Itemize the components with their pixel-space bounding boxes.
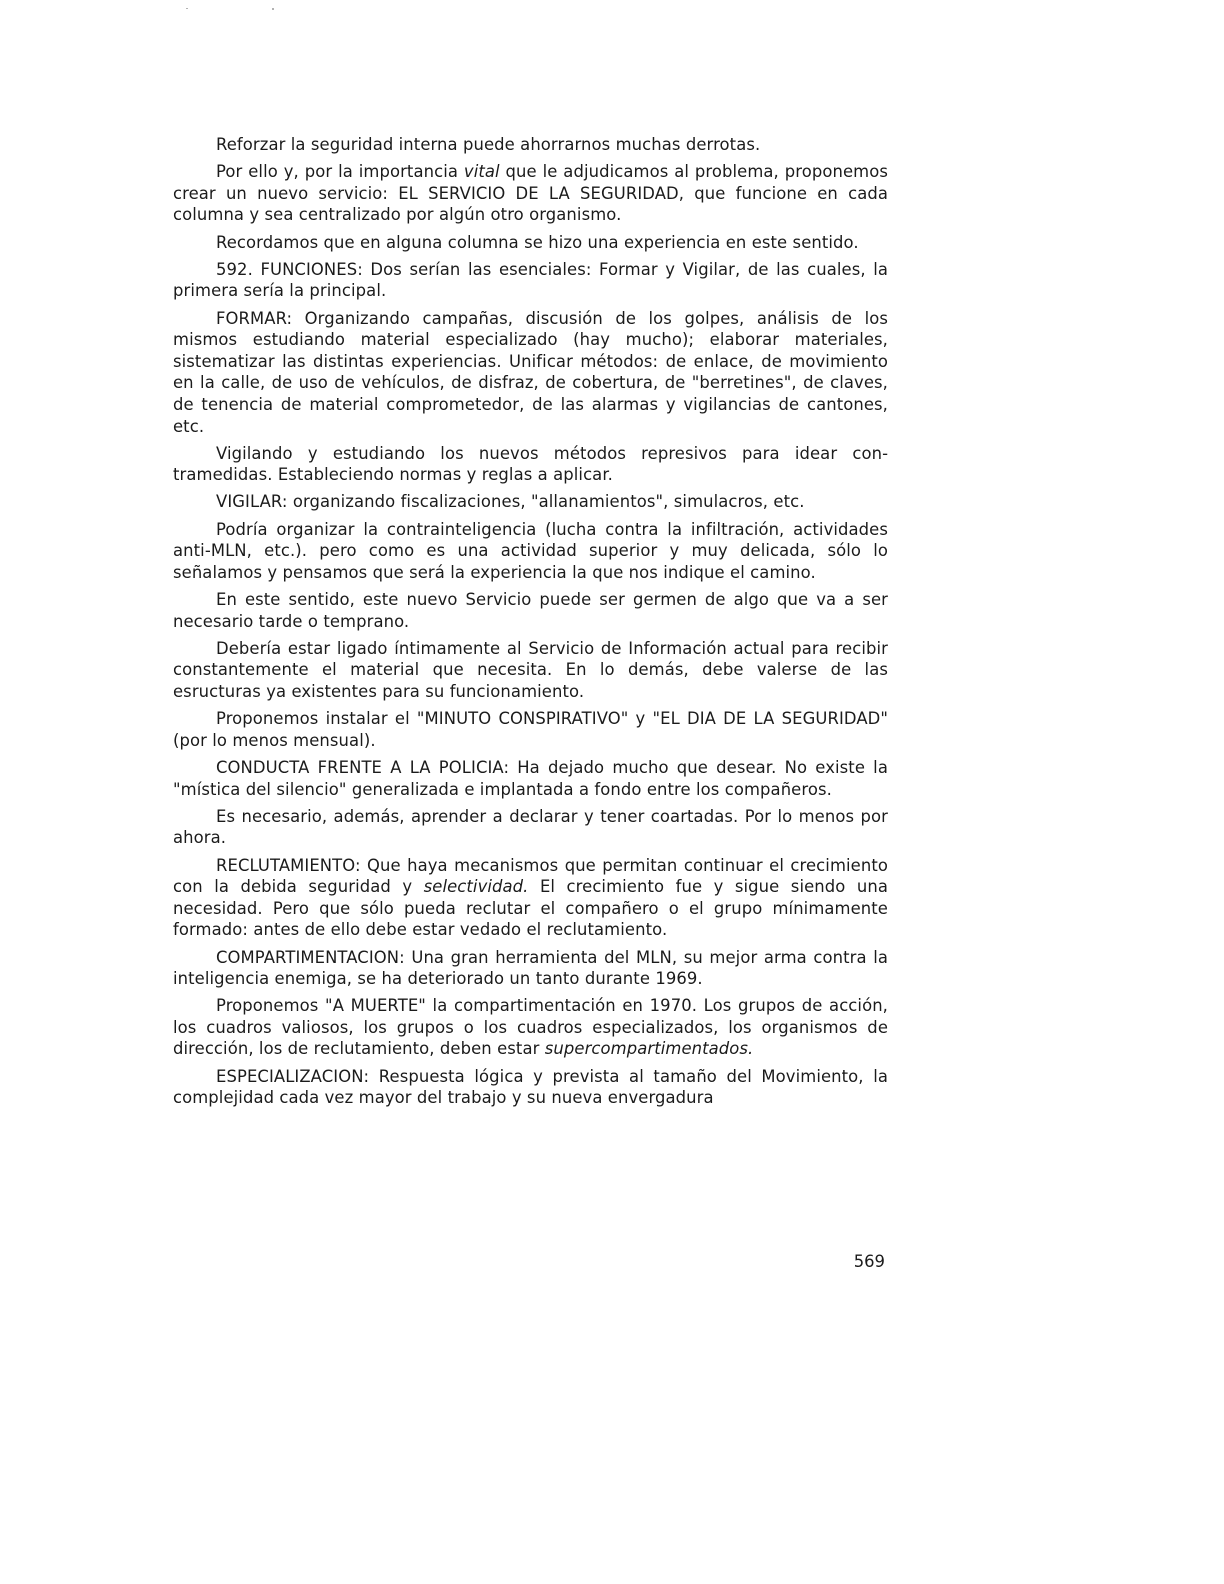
text-run: ESPECIALIZACION: Respuesta lógica y prevista al tamaño del Movimiento, la complejidad cada vez mayor del trabajo y su nueva envergadura bbox=[173, 1066, 888, 1108]
text-run: Proponemos "A MUERTE" la compartimentación en 1970. Los grupos de acción, los cuadros valiosos, los grupos o los cuadros especializados, los organismos de dirección, los de reclutamiento, deben estar bbox=[173, 996, 888, 1059]
paragraph bbox=[173, 995, 888, 1060]
italic-text: supercompartimentados. bbox=[544, 1039, 754, 1059]
text-run: VIGILAR: organizando fiscalizaciones, "allanamientos", simulacros, etc. bbox=[216, 492, 805, 512]
paragraph bbox=[173, 443, 888, 486]
italic-text: vital bbox=[463, 162, 500, 182]
paragraph bbox=[173, 308, 888, 438]
scan-speck bbox=[186, 8, 188, 9]
paragraph bbox=[173, 708, 888, 751]
text-run: Es necesario, además, aprender a declarar y tener coartadas. Por lo menos por ahora. bbox=[173, 806, 888, 848]
text-run: El crecimiento fue y sigue siendo una necesidad. Pero que sólo pueda reclutar el compañero o el grupo mínimamente formado: antes de ello debe estar vedado el reclutamiento. bbox=[173, 877, 888, 940]
page-number: 569 bbox=[853, 1252, 885, 1271]
text-run: Podría organizar la contrainteligencia (lucha contra la infiltración, actividades anti-MLN, etc.). pero como es una actividad superior y muy delicada, sólo lo señalamos y pensamos que será la experiencia la que nos indique el camino. bbox=[173, 519, 888, 582]
paragraph bbox=[173, 806, 888, 849]
paragraph bbox=[173, 638, 888, 703]
paragraph bbox=[173, 491, 888, 513]
text-run: En este sentido, este nuevo Servicio puede ser germen de algo que va a ser necesario tarde o temprano. bbox=[173, 590, 888, 631]
text-run: que le adjudicamos al problema, proponemos crear un nuevo servicio: EL SERVICIO DE LA SEGURIDAD, que funcione en cada columna y sea centralizado por algún otro organismo. bbox=[173, 162, 888, 225]
paragraph bbox=[173, 519, 888, 584]
paragraph bbox=[173, 589, 888, 632]
text-run: CONDUCTA FRENTE A LA POLICIA: Ha dejado mucho que desear. No existe la "mística del silencio" generalizada e implantada a fondo entre los compañeros. bbox=[173, 757, 888, 799]
paragraph bbox=[173, 1066, 888, 1109]
paragraph bbox=[173, 161, 888, 226]
text-run: Reforzar la seguridad interna puede ahorrarnos muchas derrotas. bbox=[216, 135, 761, 154]
italic-text: selectividad. bbox=[423, 877, 529, 897]
text-run: FORMAR: Organizando campañas, discusión de los golpes, análisis de los mismos estudiando material especializado (hay mucho); elaborar materiales, sistematizar las distintas experiencias. Unificar métodos: de enlace, de movimiento en la calle, de uso de vehículos, de disfraz, de cobertura, de "berretines", de claves, de tenencia de material comprometedor, de las alarmas y vigilancias de cantones, etc. bbox=[173, 308, 888, 436]
text-run: COMPARTIMENTACION: Una gran herramienta del MLN, su mejor arma contra la inteligencia enemiga, se ha deteriorado un tanto durante 1969. bbox=[173, 947, 888, 989]
text-run: RECLUTAMIENTO: Que haya mecanismos que permitan continuar el crecimiento con la debida seguridad y bbox=[173, 855, 888, 897]
scan-speck bbox=[272, 8, 274, 10]
text-run: 592. FUNCIONES: Dos serían las esenciales: Formar y Vigilar, de las cuales, la primera sería la principal. bbox=[173, 259, 888, 301]
text-run: Proponemos instalar el "MINUTO CONSPIRATIVO" y "EL DIA DE LA SEGURIDAD" (por lo menos mensual). bbox=[173, 709, 888, 750]
paragraph bbox=[173, 232, 888, 254]
body-text bbox=[173, 134, 888, 1114]
paragraph bbox=[173, 855, 888, 941]
paragraph bbox=[173, 757, 888, 800]
text-run: Por ello y, por la importancia bbox=[216, 162, 464, 182]
paragraph bbox=[173, 134, 888, 156]
text-run: Recordamos que en alguna columna se hizo una experiencia en este sentido. bbox=[216, 232, 859, 252]
paragraph bbox=[173, 947, 888, 990]
text-run: Debería estar ligado íntimamente al Servicio de Información actual para recibir constantemente el material que necesita. En lo demás, debe valerse de las esructuras ya existentes para su funcionamiento. bbox=[173, 638, 888, 701]
text-run: Vigilando y estudiando los nuevos métodos represivos para idear contramedidas. Estableciendo normas y reglas a aplicar. bbox=[173, 443, 888, 485]
paragraph bbox=[173, 259, 888, 302]
